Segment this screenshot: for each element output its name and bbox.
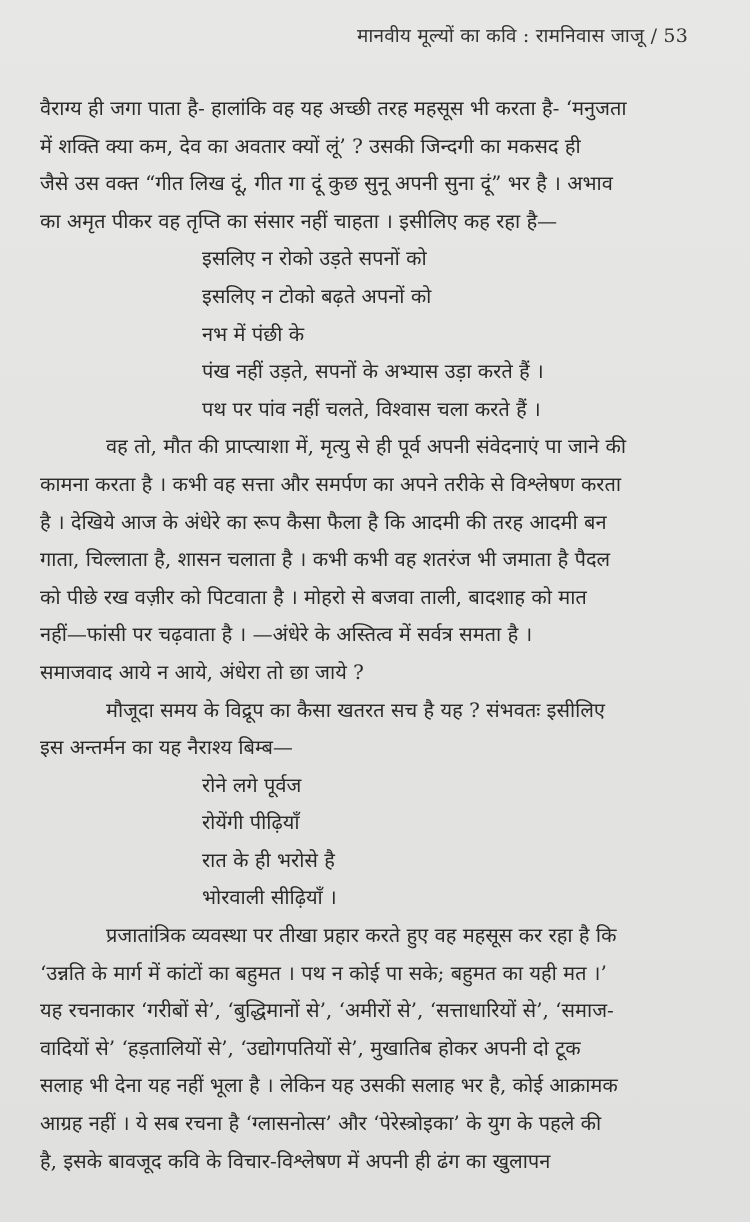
verse-line: इसलिए न टोको बढ़ते अपनों को <box>202 283 432 308</box>
verse-block-1 <box>40 240 715 428</box>
text-line: है, इसके बावजूद कवि के विचार-विश्लेषण में अपनी ही ढंग का खुलापन <box>40 1148 551 1173</box>
text-line: समाजवाद आये न आये, अंधेरा तो छा जाये ? <box>40 659 364 684</box>
paragraph-1 <box>40 90 715 240</box>
verse-line: नभ में पंछी के <box>202 321 305 346</box>
text-line: ‘उन्नति के मार्ग में कांटों का बहुमत । पथ न कोई पा सके; बहुमत का यही मत ।’ <box>40 960 607 985</box>
text-line: कामना करता है । कभी वह सत्ता और समर्पण का अपने तरीके से विश्लेषण करता <box>40 471 622 496</box>
text-line: इस अन्तर्मन का यह नैराश्य बिम्ब— <box>40 735 293 760</box>
verse-line: इसलिए न रोको उड़ते सपनों को <box>202 246 427 271</box>
text-line: मौजूदा समय के विद्रूप का कैसा खतरत सच है यह ? संभवतः इसीलिए <box>106 697 605 722</box>
text-line: यह रचनाकार ‘गरीबों से’, ‘बुद्धिमानों से’, ‘अमीरों से’, ‘सत्ताधारियों से’, ‘समाज- <box>40 998 614 1023</box>
paragraph-4 <box>40 917 715 1180</box>
text-line: सलाह भी देना यह नहीं भूला है । लेकिन यह उसकी सलाह भर है, कोई आक्रामक <box>40 1073 618 1098</box>
text-line: आग्रह नहीं । ये सब रचना है ‘ग्लासनोत्स’ और ‘पेरेस्त्रोइका’ के युग के पहले की <box>40 1111 602 1136</box>
verse-line: रोयेंगी पीढ़ियाँ <box>202 810 300 835</box>
text-line: प्रजातांत्रिक व्यवस्था पर तीखा प्रहार करते हुए वह महसूस कर रहा है कि <box>106 923 617 948</box>
verse-line: पथ पर पांव नहीं चलते, विश्वास चला करते हैं । <box>202 396 541 421</box>
text-line: जैसे उस वक्त “गीत लिख दूं, गीत गा दूं कुछ सुनू अपनी सुना दूं” भर है । अभाव <box>40 171 613 196</box>
page-body <box>40 90 715 1180</box>
verse-line: भोरवाली सीढ़ियाँ । <box>202 885 337 910</box>
text-line: गाता, चिल्लाता है, शासन चलाता है । कभी कभी वह शतरंज भी जमाता है पैदल <box>40 547 611 572</box>
verse-block-2 <box>40 767 715 917</box>
text-line: में शक्ति क्या कम, देव का अवतार क्यों लूं’ ? उसकी जिन्दगी का मकसद ही <box>40 133 581 158</box>
paragraph-3 <box>40 692 715 767</box>
paragraph-2 <box>40 428 715 691</box>
running-header: मानवीय मूल्यों का कवि : रामनिवास जाजू / 53 <box>357 25 688 47</box>
text-line: नहीं—फांसी पर चढ़वाता है । —अंधेरे के अस्तित्व में सर्वत्र समता है । <box>40 622 533 647</box>
text-line: वादियों से’ ‘हड़तालियों से’, ‘उद्योगपतियों से’, मुखातिब होकर अपनी दो टूक <box>40 1035 581 1060</box>
verse-line: रात के ही भरोसे है <box>202 847 335 872</box>
text-line: है । देखिये आज के अंधेरे का रूप कैसा फैला है कि आदमी की तरह आदमी बन <box>40 509 607 534</box>
verse-line: रोने लगे पूर्वज <box>202 772 302 797</box>
verse-line: पंख नहीं उड़ते, सपनों के अभ्यास उड़ा करते हैं । <box>202 359 544 384</box>
text-line: का अमृत पीकर वह तृप्ति का संसार नहीं चाहता । इसीलिए कह रहा है— <box>40 208 558 233</box>
text-line: को पीछे रख वज़ीर को पिटवाता है । मोहरो से बजवा ताली, बादशाह को मात <box>40 584 587 609</box>
text-line: वह तो, मौत की प्राप्त्याशा में, मृत्यु से ही पूर्व अपनी संवेदनाएं पा जाने की <box>106 434 627 459</box>
text-line: वैराग्य ही जगा पाता है- हालांकि वह यह अच्छी तरह महसूस भी करता है- ‘मनुजता <box>40 96 627 120</box>
